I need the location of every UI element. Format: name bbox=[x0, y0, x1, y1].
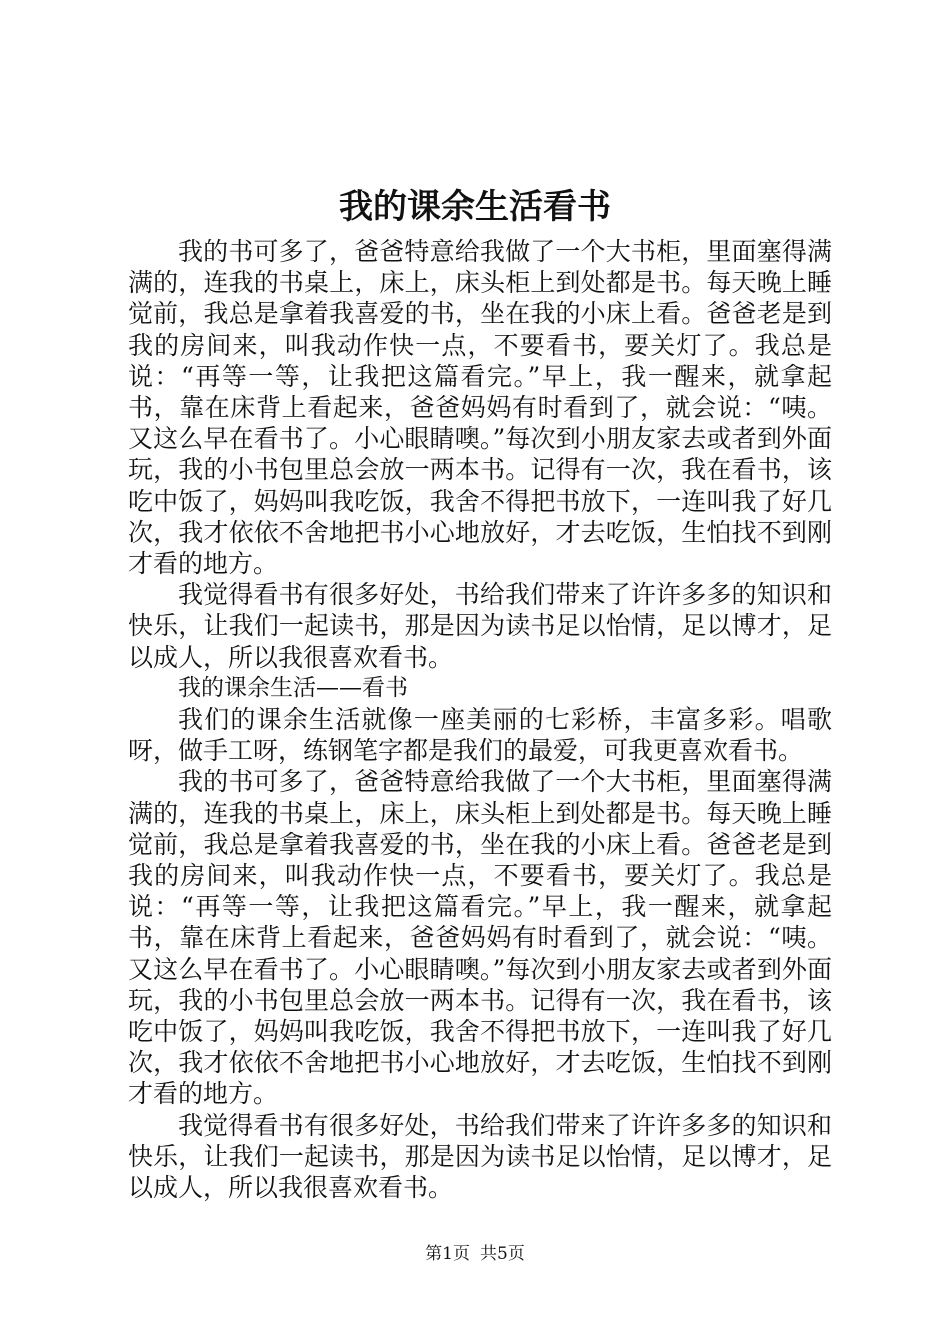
page-footer bbox=[0, 1242, 950, 1266]
page-total: 共5页 bbox=[480, 1244, 525, 1264]
paragraph: 我觉得看书有很多好处，书给我们带来了许许多多的知识和快乐，让我们一起读书，那是因为读书足以怡情，足以博才，足以成人，所以我很喜欢看书。 bbox=[128, 1110, 832, 1203]
paragraph: 我们的课余生活就像一座美丽的七彩桥，丰富多彩。唱歌呀，做手工呀，练钢笔字都是我们的最爱，可我更喜欢看书。 bbox=[128, 705, 832, 766]
document-title: 我的课余生活看书 bbox=[339, 187, 611, 227]
page-number: 第1页 bbox=[425, 1244, 470, 1264]
section-subtitle: 我的课余生活——看书 bbox=[178, 674, 408, 701]
paragraph: 我的书可多了，爸爸特意给我做了一个大书柜，里面塞得满满的，连我的书桌上，床上，床头柜上到处都是书。每天晚上睡觉前，我总是拿着我喜爱的书，坐在我的小床上看。爸爸老是到我的房间来，叫我动作快一点，不要看书，要关灯了。我总是说：“再等一等，让我把这篇看完。”早上，我一醒来，就拿起书，靠在床背上看起来，爸爸妈妈有时看到了，就会说：“咦。又这么早在看书了。小心眼睛噢。”每次到小朋友家去或者到外面玩，我的小书包里总会放一两本书。记得有一次，我在看书，该吃中饭了，妈妈叫我吃饭，我舍不得把书放下，一连叫我了好几次，我才依依不舍地把书小心地放好，才去吃饭，生怕找不到刚才看的地方。 bbox=[128, 237, 832, 579]
paragraph: 我的书可多了，爸爸特意给我做了一个大书柜，里面塞得满满的，连我的书桌上，床上，床头柜上到处都是书。每天晚上睡觉前，我总是拿着我喜爱的书，坐在我的小床上看。爸爸老是到我的房间来，叫我动作快一点，不要看书，要关灯了。我总是说：“再等一等，让我把这篇看完。”早上，我一醒来，就拿起书，靠在床背上看起来，爸爸妈妈有时看到了，就会说：“咦。又这么早在看书了。小心眼睛噢。”每次到小朋友家去或者到外面玩，我的小书包里总会放一两本书。记得有一次，我在看书，该吃中饭了，妈妈叫我吃饭，我舍不得把书放下，一连叫我了好几次，我才依依不舍地把书小心地放好，才去吃饭，生怕找不到刚才看的地方。 bbox=[128, 767, 832, 1109]
paragraph: 我觉得看书有很多好处，书给我们带来了许许多多的知识和快乐，让我们一起读书，那是因为读书足以怡情，足以博才，足以成人，所以我很喜欢看书。 bbox=[128, 580, 832, 672]
document-body bbox=[128, 236, 832, 1203]
